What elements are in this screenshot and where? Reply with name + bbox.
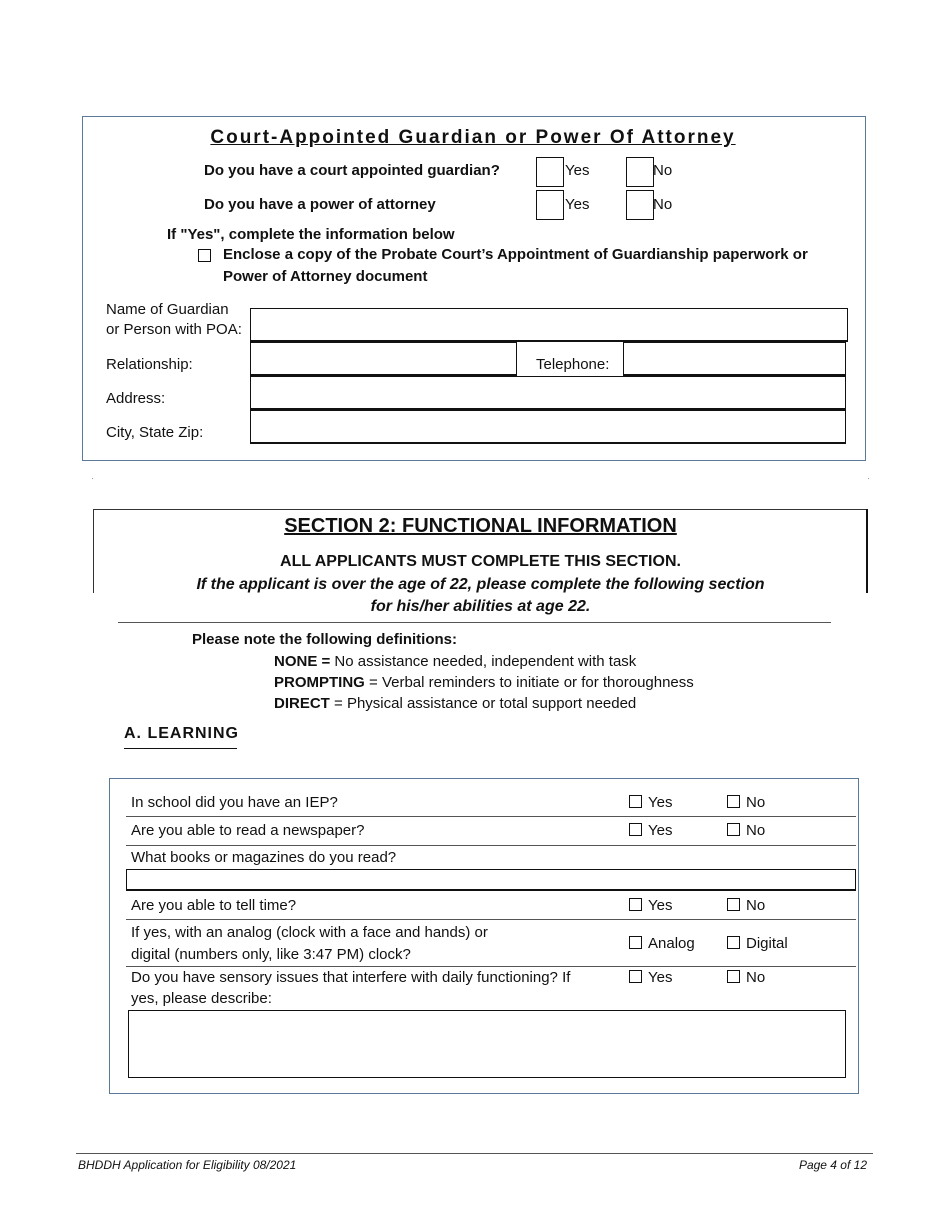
sensory-description-field[interactable] bbox=[128, 1010, 846, 1078]
definition-none bbox=[274, 653, 636, 670]
question-clock-line2: digital (numbers only, like 3:47 PM) clock? bbox=[131, 946, 411, 963]
sensory-yes-option[interactable] bbox=[629, 969, 672, 986]
newspaper-no-option[interactable] bbox=[727, 822, 765, 839]
books-answer-field[interactable] bbox=[126, 869, 856, 890]
city-state-zip-field[interactable] bbox=[250, 410, 846, 443]
city-state-zip-label: City, State Zip: bbox=[106, 424, 204, 441]
relationship-label: Relationship: bbox=[106, 356, 193, 373]
question-iep: In school did you have an IEP? bbox=[131, 794, 338, 811]
question-tell-time: Are you able to tell time? bbox=[131, 897, 297, 914]
poa-no-label: No bbox=[653, 196, 673, 213]
iep-no-label: No bbox=[746, 794, 766, 811]
section2-subtitle: ALL APPLICANTS MUST COMPLETE THIS SECTION. bbox=[280, 553, 681, 570]
time-no-checkbox[interactable] bbox=[727, 898, 740, 911]
time-no-label: No bbox=[746, 897, 766, 914]
iep-no-option[interactable] bbox=[727, 794, 765, 811]
footer-rule bbox=[76, 1153, 873, 1154]
question-books: What books or magazines do you read? bbox=[131, 849, 397, 866]
newspaper-yes-checkbox[interactable] bbox=[629, 823, 642, 836]
section2-note-line1: If the applicant is over the age of 22, please complete the following section bbox=[196, 576, 765, 593]
definition-prompting-term: PROMPTING bbox=[274, 674, 365, 691]
row-divider bbox=[126, 919, 856, 920]
enclose-text-line1: Enclose a copy of the Probate Court’s Appointment of Guardianship paperwork or bbox=[223, 246, 808, 263]
iep-yes-option[interactable] bbox=[629, 794, 672, 811]
clock-analog-checkbox[interactable] bbox=[629, 936, 642, 949]
relationship-field[interactable] bbox=[250, 342, 517, 375]
newspaper-yes-option[interactable] bbox=[629, 822, 672, 839]
question-poa: Do you have a power of attorney bbox=[204, 196, 436, 213]
name-label-line2: or Person with POA: bbox=[106, 321, 242, 338]
question-sensory-line2: yes, please describe: bbox=[131, 990, 272, 1007]
section2-title: SECTION 2: FUNCTIONAL INFORMATION bbox=[284, 515, 677, 537]
time-yes-option[interactable] bbox=[629, 897, 672, 914]
row-divider bbox=[126, 816, 856, 817]
footer-left: BHDDH Application for Eligibility 08/2021 bbox=[78, 1158, 297, 1172]
newspaper-yes-label: Yes bbox=[648, 822, 673, 839]
clock-digital-label: Digital bbox=[746, 935, 788, 952]
definitions-heading: Please note the following definitions: bbox=[192, 631, 458, 648]
iep-yes-label: Yes bbox=[648, 794, 673, 811]
section2-note-line2: for his/her abilities at age 22. bbox=[370, 598, 591, 615]
time-no-option[interactable] bbox=[727, 897, 765, 914]
row-divider bbox=[126, 966, 856, 967]
clock-digital-checkbox[interactable] bbox=[727, 936, 740, 949]
section2-border-top bbox=[93, 509, 868, 510]
divider-dot-left bbox=[92, 478, 93, 479]
address-label: Address: bbox=[106, 390, 166, 407]
newspaper-no-checkbox[interactable] bbox=[727, 823, 740, 836]
time-yes-label: Yes bbox=[648, 897, 673, 914]
time-yes-checkbox[interactable] bbox=[629, 898, 642, 911]
question-guardian: Do you have a court appointed guardian? bbox=[204, 162, 500, 179]
footer-right: Page 4 of 12 bbox=[798, 1158, 867, 1172]
guardian-title: Court-Appointed Guardian or Power Of Attorney bbox=[210, 127, 736, 148]
definition-prompting-text: = Verbal reminders to initiate or for thoroughness bbox=[364, 674, 694, 691]
guardian-name-field[interactable] bbox=[250, 308, 848, 341]
guardian-no-checkbox[interactable] bbox=[626, 157, 654, 187]
guardian-yes-checkbox[interactable] bbox=[536, 157, 564, 187]
question-clock-line1: If yes, with an analog (clock with a face and hands) or bbox=[131, 924, 488, 941]
definition-none-term: NONE = bbox=[274, 653, 331, 670]
address-field[interactable] bbox=[250, 376, 846, 409]
learning-heading: A. LEARNING bbox=[124, 725, 239, 742]
poa-no-checkbox[interactable] bbox=[626, 190, 654, 220]
sensory-yes-label: Yes bbox=[648, 969, 673, 986]
sensory-no-label: No bbox=[746, 969, 766, 986]
sensory-no-option[interactable] bbox=[727, 969, 765, 986]
definition-direct-term: DIRECT bbox=[274, 695, 330, 712]
guardian-no-label: No bbox=[653, 162, 673, 179]
definition-prompting bbox=[274, 674, 694, 691]
enclose-checkbox[interactable] bbox=[198, 249, 211, 262]
question-newspaper: Are you able to read a newspaper? bbox=[131, 822, 365, 839]
sensory-no-checkbox[interactable] bbox=[727, 970, 740, 983]
definition-none-text: No assistance needed, independent with task bbox=[330, 653, 637, 670]
poa-yes-label: Yes bbox=[565, 196, 590, 213]
definition-direct-text: = Physical assistance or total support needed bbox=[329, 695, 637, 712]
clock-analog-label: Analog bbox=[648, 935, 695, 952]
guardian-yes-label: Yes bbox=[565, 162, 590, 179]
clock-digital-option[interactable] bbox=[727, 935, 788, 952]
newspaper-no-label: No bbox=[746, 822, 766, 839]
learning-heading-underline bbox=[124, 748, 237, 749]
divider-dot-right bbox=[868, 478, 869, 479]
telephone-field[interactable] bbox=[623, 342, 846, 375]
definition-direct bbox=[274, 695, 636, 712]
telephone-label: Telephone: bbox=[536, 356, 610, 373]
poa-yes-checkbox[interactable] bbox=[536, 190, 564, 220]
row-divider bbox=[126, 845, 856, 846]
if-yes-instruction: If "Yes", complete the information below bbox=[167, 226, 455, 243]
iep-no-checkbox[interactable] bbox=[727, 795, 740, 808]
question-sensory-line1: Do you have sensory issues that interfere with daily functioning? If bbox=[131, 969, 571, 986]
sensory-yes-checkbox[interactable] bbox=[629, 970, 642, 983]
enclose-text-line2: Power of Attorney document bbox=[223, 268, 428, 285]
clock-analog-option[interactable] bbox=[629, 935, 695, 952]
name-label-line1: Name of Guardian bbox=[106, 301, 229, 318]
section2-divider bbox=[118, 622, 831, 623]
iep-yes-checkbox[interactable] bbox=[629, 795, 642, 808]
